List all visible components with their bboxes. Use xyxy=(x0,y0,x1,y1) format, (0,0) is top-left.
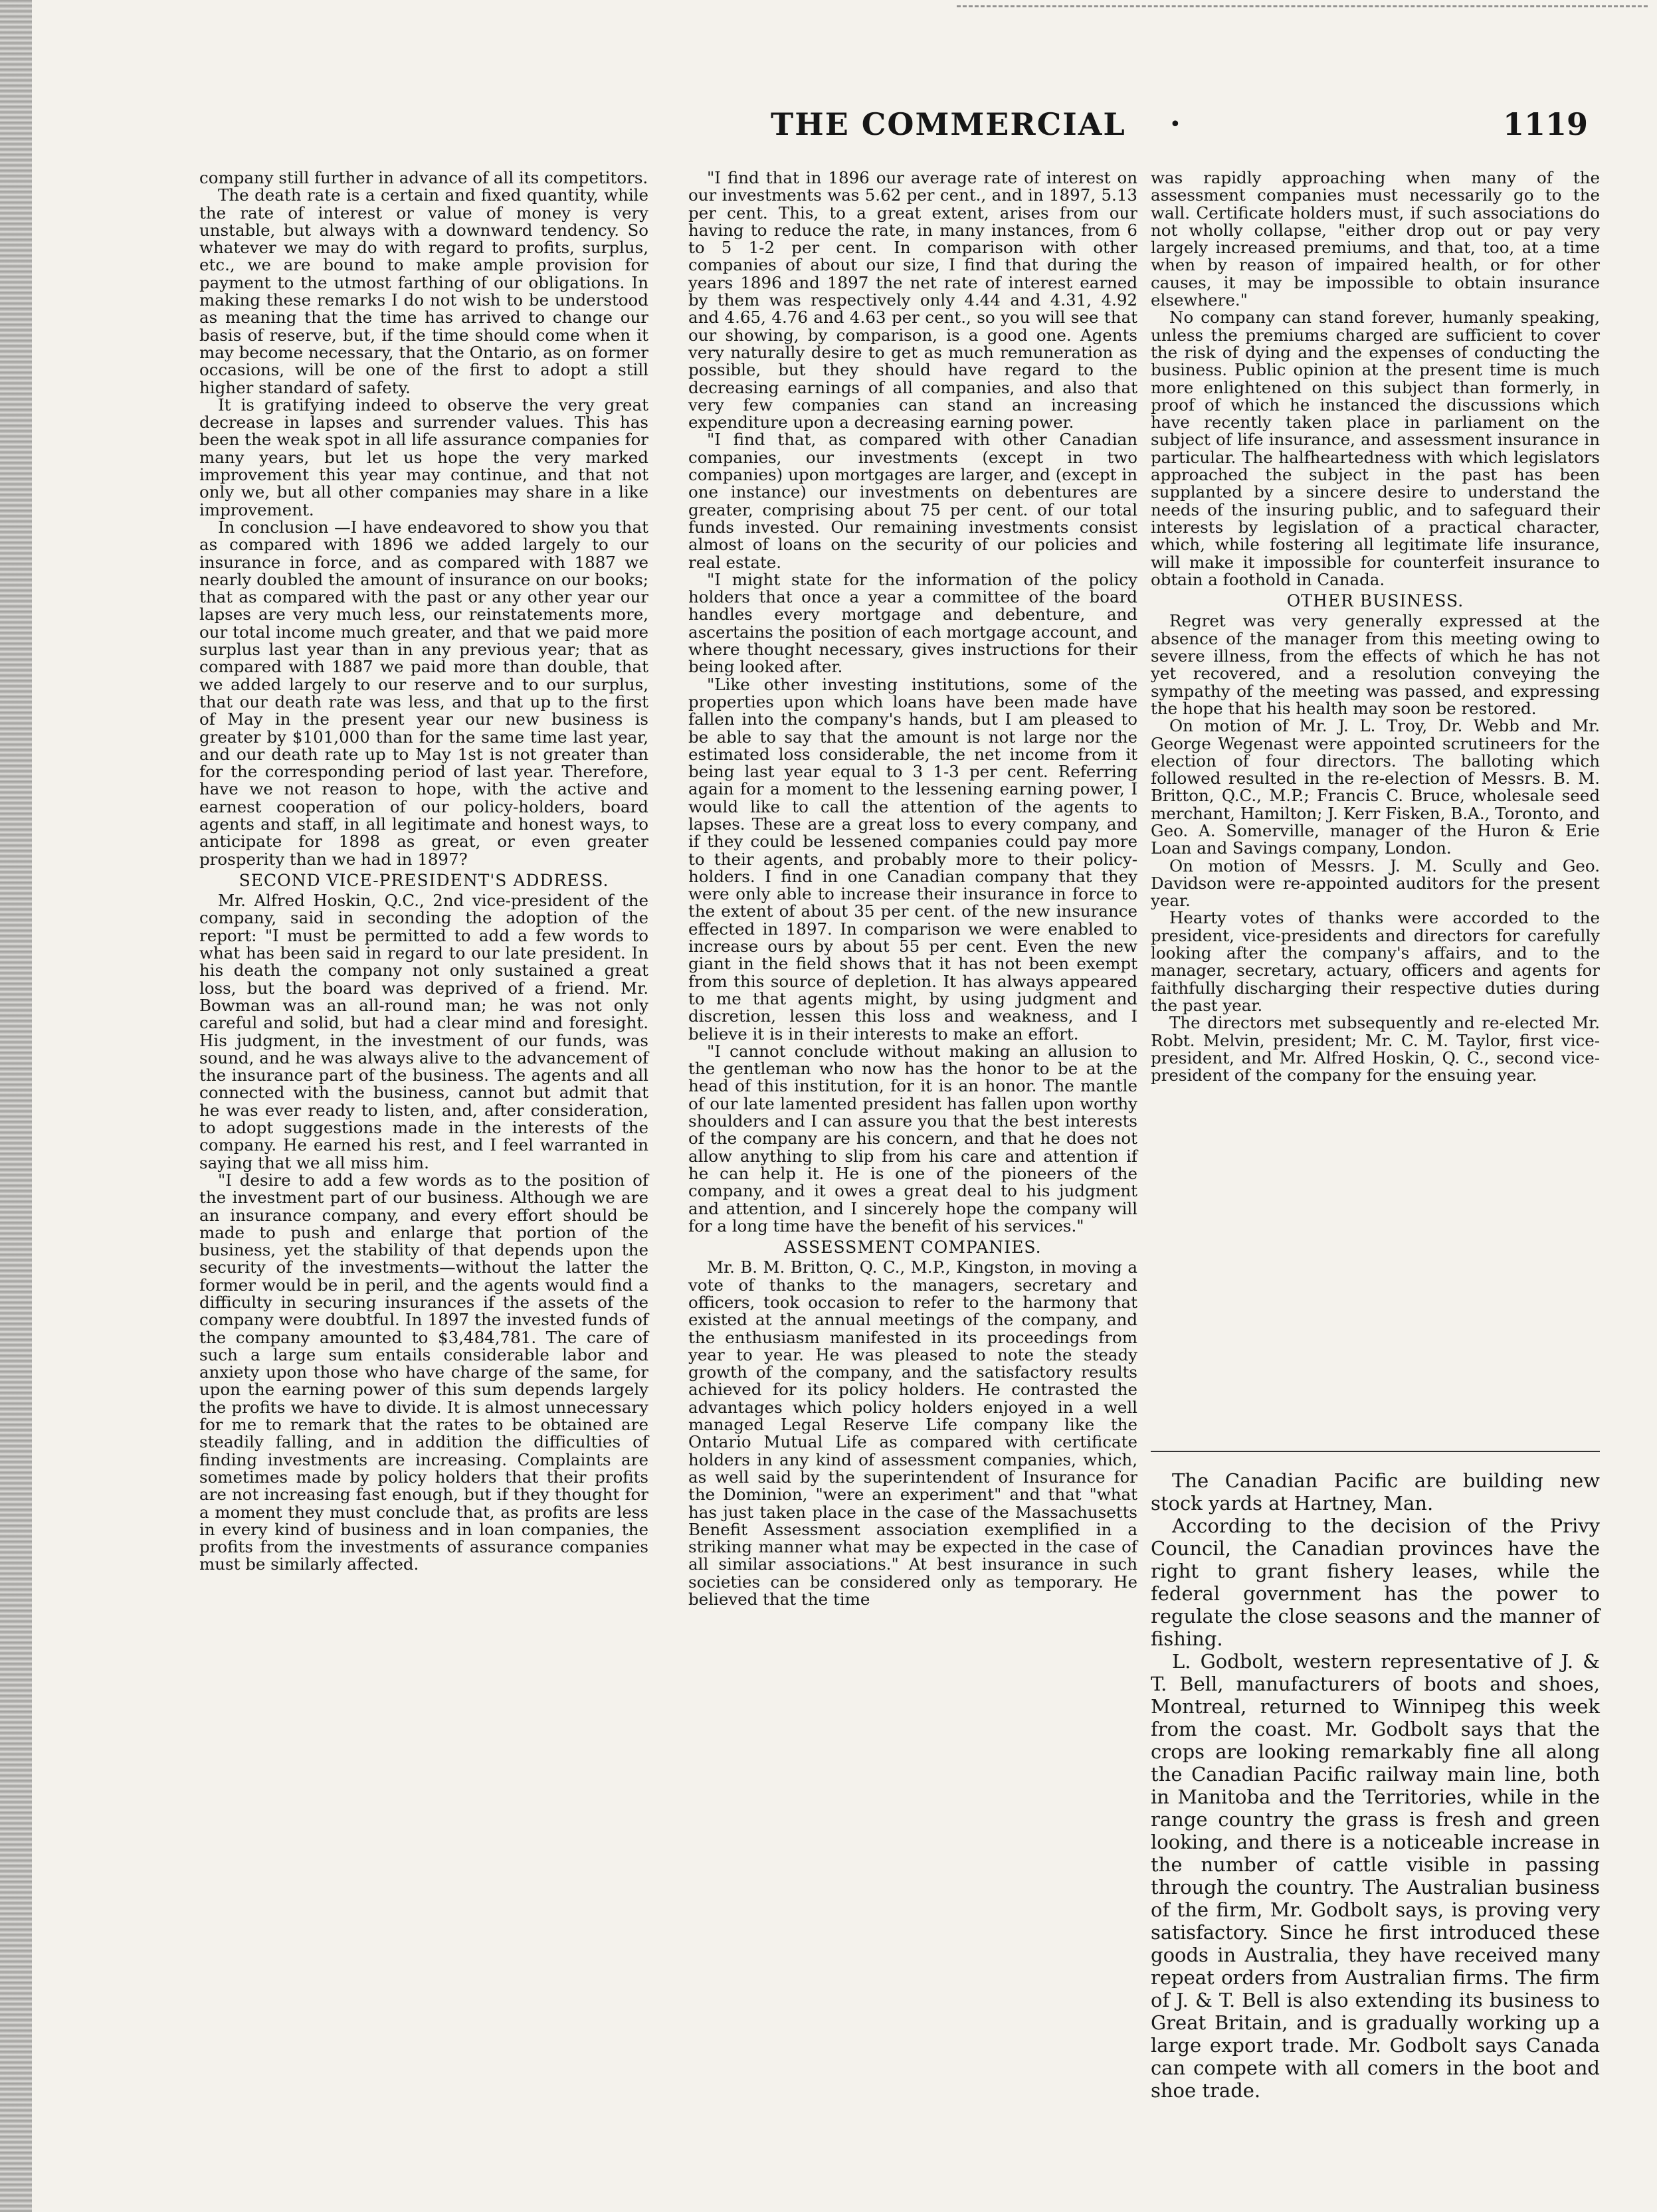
section-heading: OTHER BUSINESS. xyxy=(1286,591,1464,611)
paragraph: "I might state for the information of the policy holders that once a year a committee of the board handles every mortgage and debenture, and ascertains the position of each mortgage account, and where thought necessary, gives instructions for their being looked after. xyxy=(688,569,1137,677)
paragraph: It is gratifying indeed to observe the very great decrease in lapses and surrender values. This has been the weak spot in all life assurance companies for many years, but let us hope the very marked improvement this year may continue, and that not only we, but all other companies may share in a like improvement. xyxy=(199,395,648,519)
paragraph: was rapidly approaching when many of the assessment companies must necessarily go to the wall. Certificate holders must, if such associations do not wholly collapse, "either drop out or pay very largely increased premiums, and that, too, at a time when by reason of impaired health, or for other causes, it may be impossible to obtain insurance elsewhere." xyxy=(1151,168,1600,310)
paragraph: company still further in advance of all its competitors. xyxy=(199,168,648,187)
paragraph: The directors met subsequently and re-elected Mr. Robt. Melvin, president; Mr. C. M. Taylor, first vice-president, and Mr. Alfred Hoskin, Q. C., second vice-president of the company for the ensuing year. xyxy=(1151,1013,1600,1085)
paragraph: Hearty votes of thanks were accorded to the president, vice-presidents and directors for carefully looking after the company's affairs, and to the manager, secretary, actuary, officers and agents for faithfully discharging their respective duties during the past year. xyxy=(1151,908,1600,1015)
column-1 xyxy=(199,169,648,1574)
paragraph: "I find that in 1896 our average rate of interest on our investments was 5.62 per cent., and in 1897, 5.13 per cent. This, to a great extent, arises from our having to reduce the rate, in many instances, from 6 to 5 1-2 per cent. In comparison with other companies of about our size, I find that during the years 1896 and 1897 the net rate of interest earned by them was respectively only 4.44 and 4.31, 4.92 and 4.65, 4.76 and 4.63 per cent., so you will see that our showing, by comparison, is a good one. Agents very naturally desire to get as much remuneration as possible, but they should have regard to the decreasing earnings of all companies, and also that very few companies can stand an increasing expenditure upon a decreasing earning power. xyxy=(688,168,1137,432)
scan-top-marks xyxy=(957,5,1648,17)
page-number: 1119 xyxy=(1502,106,1588,142)
page-header xyxy=(199,106,1588,146)
news-paragraph: According to the decision of the Privy Council, the Canadian provinces have the right to grant fishery leases, while the federal government has the power to regulate the close seasons and the manner of fishing. xyxy=(1151,1515,1600,1650)
paragraph: "I find that, as compared with other Canadian companies, our investments (except in two companies) upon mortgages are larger, and (except in one instance) our investments on debentures are greater, comprising about 75 per cent. of our total funds invested. Our remaining investments consist almost of loans on the security of our policies and real estate. xyxy=(688,430,1137,572)
paragraph: "Like other investing institutions, some of the properties upon which loans have been made have fallen into the company's hands, but I am pleased to be able to say that the amount is not large nor the estimated loss considerable, the net income from it being last year equal to 3 1-3 per cent. Referring again for a moment to the lessening earning power, I would like to call the attention of the agents to lapses. These are a great loss to every company, and if they could be lessened companies could pay more to their agents, and probably more to their policy-holders. I find in one Canadian company that they were only able to increase their insurance in force to the extent of about 35 per cent. of the new insurance effected in 1897. In comparison we were enabled to increase ours by about 55 per cent. Even the new giant in the field shows that it has not been exempt from this source of depletion. It has always appeared to me that agents might, by using judgment and discretion, lessen this loss and weakness, and I believe it is in their interests to make an effort. xyxy=(688,674,1137,1044)
paragraph: On motion of Messrs. J. M. Scully and Geo. Davidson were re-appointed auditors for the present year. xyxy=(1151,856,1600,911)
scan-binding-edge xyxy=(0,0,32,2212)
paragraph: "I desire to add a few words as to the position of the investment part of our business. Although we are an insurance company, and every effort should be made to push and enlarge that portion of the business, yet the stability of that depends upon the security of the investments—without the latter the former would be in peril, and the agents would find a difficulty in securing insurances if the assets of the company were doubtful. In 1897 the invested funds of the company amounted to $3,484,781. The care of such a large sum entails considerable labor and anxiety upon those who have charge of the same, for upon the earning power of this sum depends largely the profits we have to divide. It is almost unnecessary for me to remark that the rates to be obtained are steadily falling, and in addition the difficulties of finding investments are increasing. Complaints are sometimes made by policy holders that their profits are not increasing fast enough, but if they thought for a moment they must conclude that, as profits are less in every kind of business and in loan companies, the profits from the investments of assurance companies must be similarly affected. xyxy=(199,1170,648,1574)
paragraph: The death rate is a certain and fixed quantity, while the rate of interest or value of money is very unstable, but always with a downward tendency. So whatever we may do with regard to profits, surplus, etc., we are bound to make ample provision for payment to the utmost farthing of our obligations. In making these remarks I do not wish to be understood as meaning that the time has arrived to change our basis of reserve, but, if the time should come when it may become necessary, that the Ontario, as on former occasions, will be one of the first to adopt a still higher standard of safety. xyxy=(199,185,648,397)
paragraph: Mr. B. M. Britton, Q. C., M.P., Kingston, in moving a vote of thanks to the managers, secretary and officers, took occasion to refer to the harmony that existed at the annual meetings of the company, and the enthusiasm manifested in its proceedings from year to year. He was pleased to note the steady growth of the company, and the satisfactory results achieved for its policy holders. He contrasted the advantages which policy holders enjoyed in a well managed Legal Reserve Life company like the Ontario Mutual Life as compared with certificate holders in any kind of assessment companies, which, as well said by the superintendent of Insurance for the Dominion, "were an experiment" and that "what has just taken place in the case of the Massachusetts Benefit Assessment association exemplified in a striking manner what may be expected in the case of all similar associations." At best insurance in such societies can be considered only as temporary. He believed that the time xyxy=(688,1257,1137,1610)
paragraph: "I cannot conclude without making an allusion to the gentleman who now has the honor to be at the head of this institution, for it is an honor. The mantle of our late lamented president has fallen upon worthy shoulders and I can assure you that the best interests of the company are his concern, and that he does not allow anything to slip from his care and attention if he can help it. He is one of the pioneers of the company, and it owes a great deal to his judgment and attention, and I sincerely hope the company will for a long time have the benefit of his services." xyxy=(688,1041,1137,1236)
section-heading: ASSESSMENT COMPANIES. xyxy=(784,1238,1042,1257)
section-divider xyxy=(1151,1451,1600,1452)
news-paragraph: L. Godbolt, western representative of J. & T. Bell, manufacturers of boots and shoes, Montreal, returned to Winnipeg this week from the coast. Mr. Godbolt says that the crops are looking remarkably fine all along the Canadian Pacific railway main line, both in Manitoba and the Territories, while in the range country the grass is fresh and green looking, and there is a noticeable increase in the number of cattle visible in passing through the country. The Australian business of the firm, Mr. Godbolt says, is proving very satisfactory. Since he first introduced these goods in Australia, they have received many repeat orders from Australian firms. The firm of J. & T. Bell is also extending its business to Great Britain, and is gradually working up a large export trade. Mr. Godbolt says Canada can compete with all comers in the boot and shoe trade. xyxy=(1151,1650,1600,2102)
news-paragraph: The Canadian Pacific are building new stock yards at Hartney, Man. xyxy=(1151,1469,1600,1515)
header-dot: • xyxy=(1169,113,1181,136)
column-2 xyxy=(688,169,1137,1608)
paragraph: Mr. Alfred Hoskin, Q.C., 2nd vice-president of the company, said in seconding the adoption of the report: "I must be permitted to add a few words to what has been said in regard to our late president. In his death the company not only sustained a great loss, but the board was deprived of a friend. Mr. Bowman was an all-round man; he was not only careful and solid, but had a clear mind and foresight. His judgment, in the investment of our funds, was sound, and he was always alive to the advancement of the insurance part of the business. The agents and all connected with the business, cannot but admit that he was ever ready to listen, and, after consideration, to adopt suggestions made in the interests of the company. He earned his rest, and I feel warranted in saying that we all miss him. xyxy=(199,891,648,1172)
paragraph: No company can stand forever, humanly speaking, unless the premiums charged are sufficient to cover the risk of dying and the expenses of conducting the business. Public opinion at the present time is much more enlightened on this subject than formerly, in proof of which he instanced the discussions which have recently taken place in parliament on the subject of life insurance, and assessment insurance in particular. The halfheartedness with which legislators approached the subject in the past has been supplanted by a sincere desire to understand the needs of the insuring public, and to safeguard their interests by legislation of a practical character, which, while fostering all legitimate life insurance, will make it impossible for counterfeit insurance to obtain a foothold in Canada. xyxy=(1151,308,1600,589)
paragraph: Regret was very generally expressed at the absence of the manager from this meeting owing to severe illness, from the effects of which he has not yet recovered, and a resolution conveying the sympathy of the meeting was passed, and expressing the hope that his health may soon be restored. xyxy=(1151,611,1600,718)
paragraph: On motion of Mr. J. L. Troy, Dr. Webb and Mr. George Wegenast were appointed scrutineers for the election of four directors. The balloting which followed resulted in the re-election of Messrs. B. M. Britton, Q.C., M.P.; Francis C. Bruce, wholesale seed merchant, Hamilton; J. Kerr Fisken, B.A., Toronto, and Geo. A. Somerville, manager of the Huron & Erie Loan and Savings company, London. xyxy=(1151,716,1600,858)
news-items xyxy=(1151,1469,1600,2102)
publication-title: THE COMMERCIAL xyxy=(771,106,1126,142)
paragraph: In conclusion —I have endeavored to show you that as compared with 1896 we added largely to our insurance in force, and as compared with 1887 we nearly doubled the amount of insurance on our books; that as compared with the past or any other year our lapses are very much less, our reinstatements more, our total income much greater, and that we paid more surplus last year than in any previous year; that as compared with 1887 we paid more than double, that we added largely to our reserve and to our surplus, that our death rate was less, and that up to the first of May in the present year our new business is greater by $101,000 than for the same time last year, and our death rate up to May 1st is not greater than for the corresponding period of last year. Therefore, have we not reason to hope, with the active and earnest cooperation of our policy-holders, board agents and staff, in all legitimate and honest ways, to anticipate for 1898 as great, or even greater prosperity than we had in 1897? xyxy=(199,517,648,869)
column-3 xyxy=(1151,169,1600,1084)
section-heading: SECOND VICE-PRESIDENT'S ADDRESS. xyxy=(239,870,609,890)
